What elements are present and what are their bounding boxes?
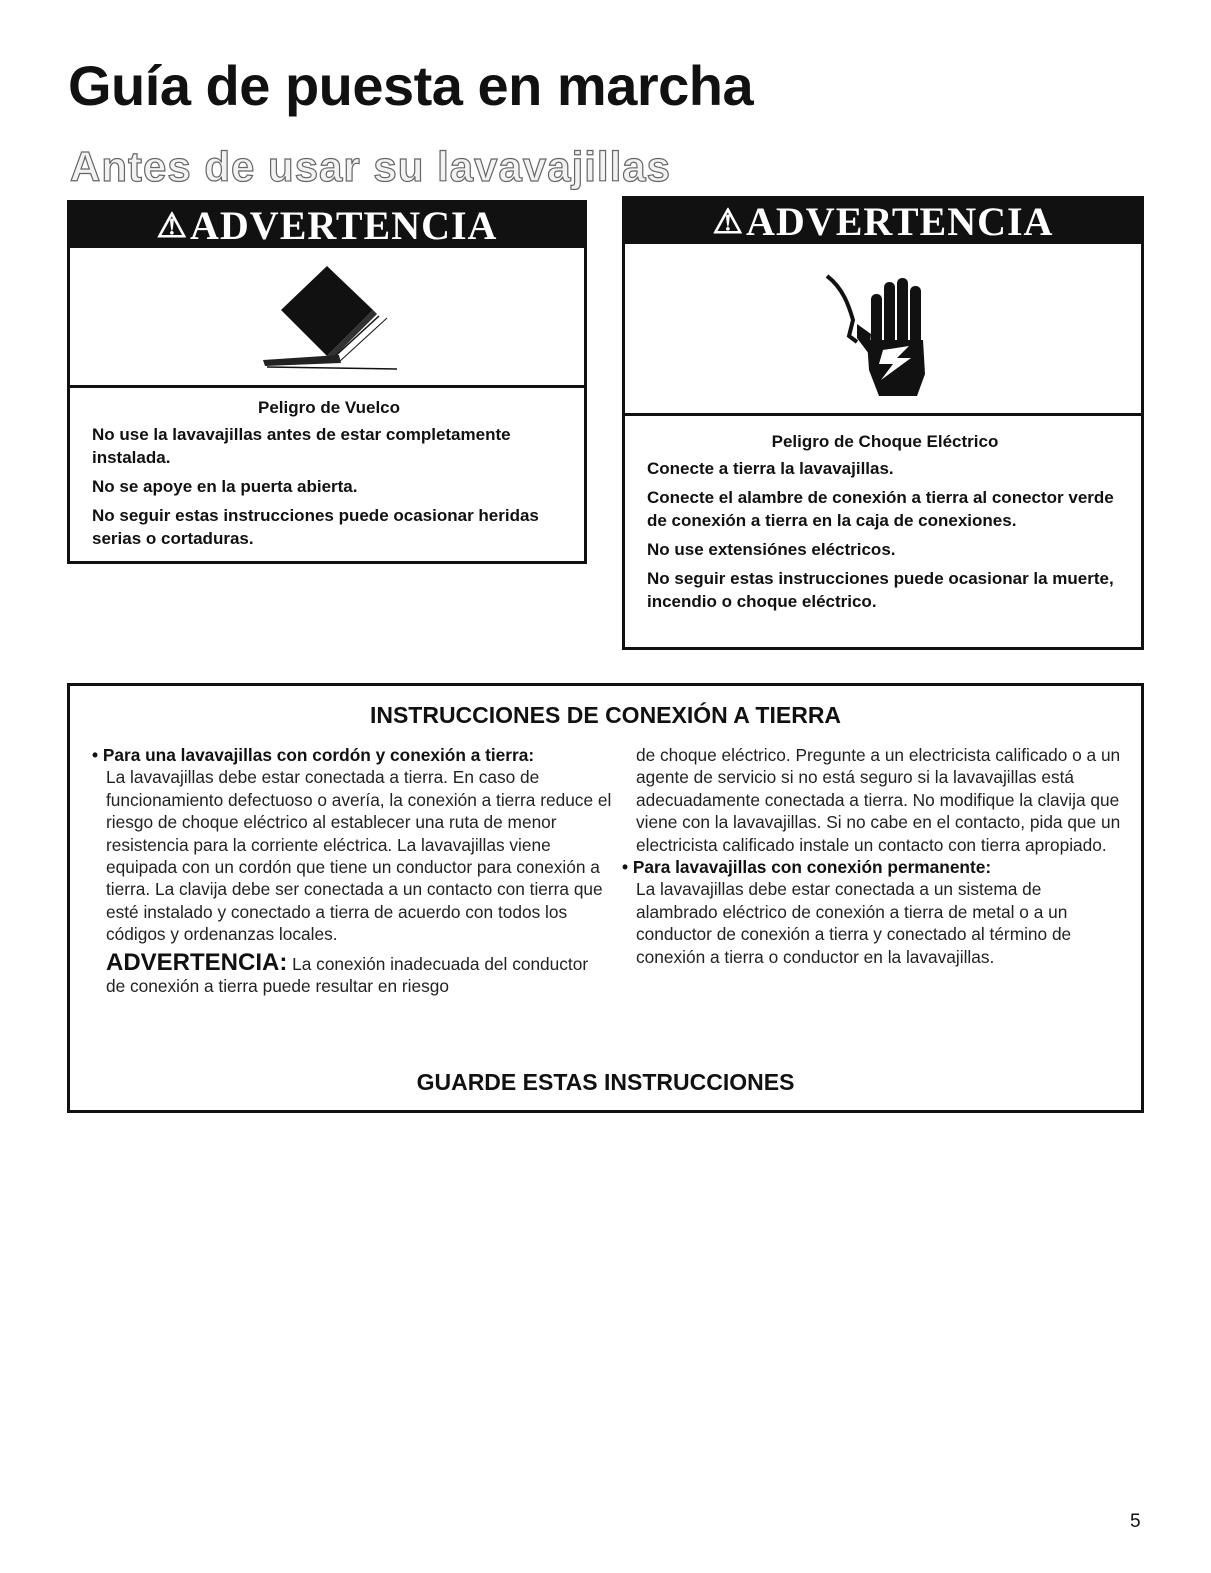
warning-line: No seguir estas instrucciones puede ocasionar heridas serias o cortaduras. — [92, 506, 539, 548]
advertencia-continuation: de choque eléctrico. Pregunte a un electricista calificado o a un agente de servicio si no está seguro si la lavavajillas está adecuadamente conectada a tierra. No modifique la clavija que viene con la lavavajillas. Si no cabe en el contacto, pida que un electricista calificado instale un contacto con tierra apropiado. — [636, 745, 1121, 855]
tip-over-figure — [70, 248, 584, 388]
advertencia-label: ADVERTENCIA: — [106, 948, 288, 976]
electric-shock-figure — [625, 244, 1141, 416]
grounding-right-column — [622, 744, 1122, 968]
warning-triangle-icon: ⚠ — [156, 207, 189, 245]
permanent-connection-heading: • Para lavavajillas con conexión permanente: — [622, 857, 992, 878]
warning-line: No seguir estas instrucciones puede ocasionar la muerte, incendio o choque eléctrico. — [647, 569, 1114, 611]
warning-line: No use extensiónes eléctricos. — [647, 540, 896, 559]
warning-line: No use la lavavajillas antes de estar completamente instalada. — [92, 425, 511, 467]
grounding-instructions-box — [67, 683, 1144, 1113]
hazard-title: Peligro de Choque Eléctrico — [771, 432, 999, 451]
tip-over-warning-box — [67, 200, 587, 564]
grounding-left-column — [92, 744, 612, 997]
grounding-title: INSTRUCCIONES DE CONEXIÓN A TIERRA — [369, 702, 842, 728]
warning-triangle-icon: ⚠ — [712, 203, 745, 241]
section-subtitle: Antes de usar su lavavajillas — [70, 143, 671, 190]
warning-line: Conecte el alambre de conexión a tierra al conector verde de conexión a tierra en la caja de conexiones. — [647, 488, 1114, 530]
hazard-title: Peligro de Vuelco — [257, 398, 401, 417]
cord-connection-heading: • Para una lavavajillas con cordón y conexión a tierra: — [92, 745, 535, 765]
save-instructions-footer: GUARDE ESTAS INSTRUCCIONES — [416, 1069, 795, 1095]
warning-line: Conecte a tierra la lavavajillas. — [647, 459, 894, 478]
tip-over-icon — [227, 252, 427, 382]
warning-header-label: ADVERTENCIA — [746, 199, 1054, 244]
advertencia-text: La conexión inadecuada del conductor de conexión a tierra puede resultar en riesgo — [106, 953, 589, 997]
warning-header — [70, 203, 584, 248]
cord-connection-text: La lavavajillas debe estar conectada a tierra. En caso de funcionamiento defectuoso o avería, la conexión a tierra reduce el riesgo de choque eléctrico al establecer una ruta de menor resistencia para la corriente eléctrica. La lavavajillas viene equipada con un cordón que tiene un conductor para conexión a tierra. La clavija debe ser conectada a un contacto con tierra que esté instalado y conectado a tierra de acuerdo con todos los códigos y ordenanzas locales. — [106, 767, 612, 945]
electric-shock-hand-icon — [813, 254, 953, 404]
warning-header — [625, 199, 1141, 244]
warning-line: No se apoye en la puerta abierta. — [92, 477, 358, 496]
permanent-connection-text: La lavavajillas debe estar conectada a un sistema de alambrado eléctrico de conexión a tierra de metal o a un conductor de conexión a tierra y conectado al término de conexión a tierra o conductor en la lavavajillas. — [636, 879, 1072, 967]
warning-header-label: ADVERTENCIA — [190, 203, 498, 248]
page-number: 5 — [1130, 1511, 1141, 1532]
electric-shock-warning-box — [622, 196, 1144, 650]
grounding-advertencia — [92, 948, 612, 998]
page-title: Guía de puesta en marcha — [68, 54, 754, 117]
